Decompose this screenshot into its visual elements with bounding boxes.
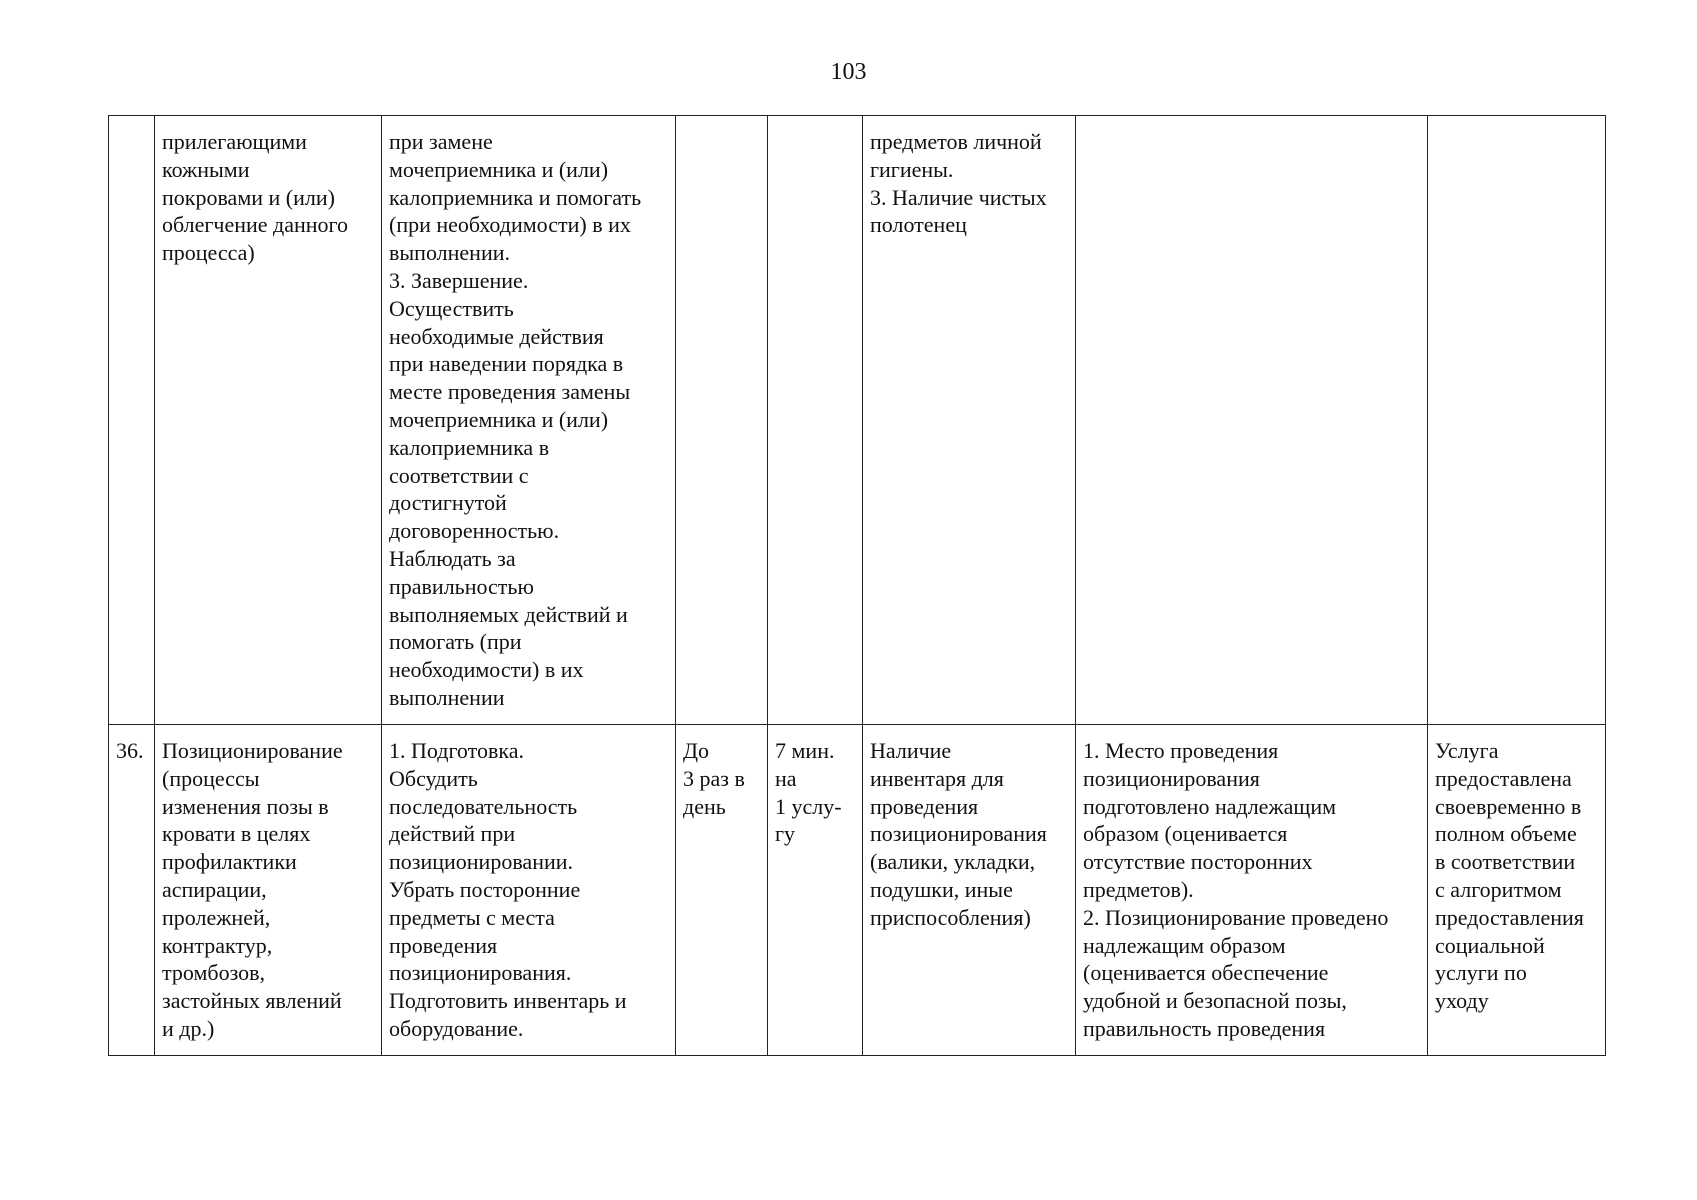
- cell-result-assessment: [1428, 116, 1606, 725]
- cell-quality-indicators: [1076, 116, 1428, 725]
- cell-service-name: прилегающими кожными покровами и (или) облегчение данного процесса): [155, 116, 382, 725]
- cell-conditions: предметов личной гигиены. 3. Наличие чистых полотенец: [863, 116, 1076, 725]
- cell-service-name: Позиционирование (процессы изменения позы в кровати в целях профилактики аспирации, пролежней, контрактур, тромбозов, застойных явлений и др.): [155, 725, 382, 1056]
- cell-conditions: Наличие инвентаря для проведения позиционирования (валики, укладки, подушки, иные приспособления): [863, 725, 1076, 1056]
- cell-number: [109, 116, 155, 725]
- services-table: [108, 115, 1606, 1056]
- cell-quality-indicators: 1. Место проведения позиционирования подготовлено надлежащим образом (оценивается отсутствие посторонних предметов). 2. Позиционирование проведено надлежащим образом (оценивается обеспечение удобной и безопасной позы, правильность проведения: [1076, 725, 1428, 1056]
- cell-frequency: [676, 116, 768, 725]
- cell-number: 36.: [109, 725, 155, 1056]
- cell-result-assessment: Услуга предоставлена своевременно в полном объеме в соответствии с алгоритмом предоставления социальной услуги по уходу: [1428, 725, 1606, 1056]
- page-number: 103: [830, 59, 867, 85]
- cell-service-description: 1. Подготовка. Обсудить последовательность действий при позиционировании. Убрать посторонние предметы с места проведения позиционирования. Подготовить инвентарь и оборудование.: [382, 725, 676, 1056]
- table-row: [109, 725, 1606, 1056]
- table-row: [109, 116, 1606, 725]
- cell-service-description: при замене мочеприемника и (или) калоприемника и помогать (при необходимости) в их выполнении. 3. Завершение. Осуществить необходимые действия при наведении порядка в месте проведения замены мочеприемника и (или) калоприемника в соответствии с достигнутой договоренностью. Наблюдать за правильностью выполняемых действий и помогать (при необходимости) в их выполнении: [382, 116, 676, 725]
- cell-duration: 7 мин. на 1 услу- гу: [768, 725, 863, 1056]
- cell-frequency: До 3 раз в день: [676, 725, 768, 1056]
- cell-duration: [768, 116, 863, 725]
